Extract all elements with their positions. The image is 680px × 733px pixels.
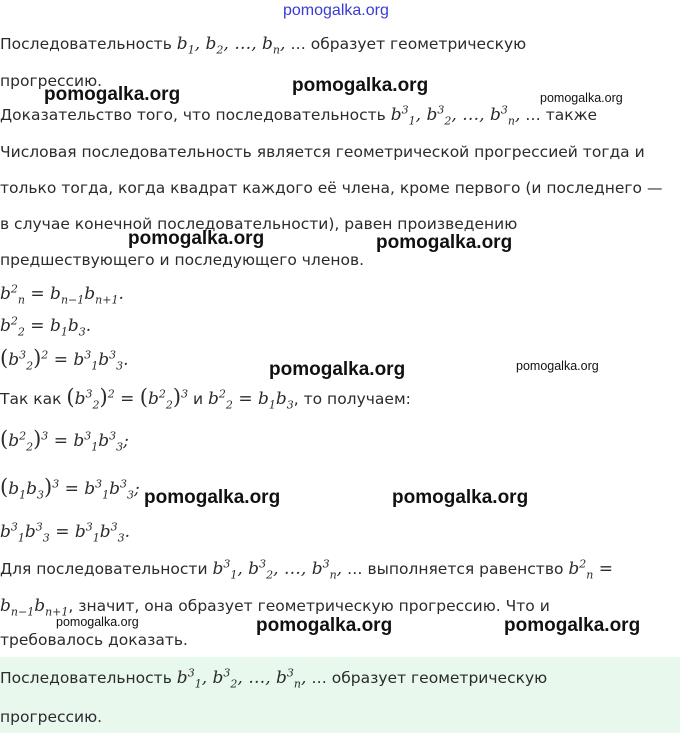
formula: $b^3_1b^3_3 = b^3_1b^3_3$. [0, 520, 131, 545]
conclusion-line: $b_{n-1}b_{n+1}$, значит, она образует геометрическую прогрессию. Что и [0, 596, 550, 619]
watermark: pomogalka.org [504, 615, 641, 636]
definition-line: Числовая последовательность является геометрической прогрессией тогда и [0, 143, 645, 161]
watermark: pomogalka.org [56, 615, 139, 629]
watermark: pomogalka.org [256, 615, 393, 636]
watermark: pomogalka.org [392, 487, 529, 508]
formula: $b^2_2 = b_1b_3$. [0, 314, 92, 339]
watermark: pomogalka.org [269, 359, 406, 380]
answer-line: Последовательность $b^3_1$, $b^3_2$, …, $b^3_n$, … образует геометрическую [0, 666, 548, 691]
watermark: pomogalka.org [144, 487, 281, 508]
watermark: pomogalka.org [128, 228, 265, 249]
proof-heading: Доказательство того, что последовательность $b^3_1$, $b^3_2$, …, $b^3_n$, … также [0, 103, 598, 128]
proof-line: Так как $(b^3_2)^2 = (b^2_2)^3$ и $b^2_2 = b_1b_3$, то получаем: [0, 385, 411, 412]
definition-line: предшествующего и последующего членов. [0, 251, 365, 269]
statement-line: Последовательность $b_1$, $b_2$, …, $b_n$, … образует геометрическую [0, 34, 527, 57]
definition-line: в случае конечной последовательности), равен произведению [0, 215, 518, 233]
sequence-formula: $b_1$, $b_2$, …, $b_n$, [176, 34, 286, 57]
formula: $(b^2_2)^3 = b^3_1b^3_3$; [0, 427, 129, 454]
conclusion-line: Для последовательности $b^3_1$, $b^3_2$, …, $b^3_n$, … выполняется равенство $b^2_n$ = [0, 557, 614, 582]
watermark: pomogalka.org [44, 84, 181, 105]
formula: $(b^3_2)^2 = b^3_1b^3_3$. [0, 346, 129, 373]
watermark: pomogalka.org [516, 359, 599, 373]
sequence-formula: $b^3_1$, $b^3_2$, …, $b^3_n$, [390, 103, 521, 128]
formula: $(b_1b_3)^3 = b^3_1b^3_3$; [0, 475, 140, 502]
answer-line: прогрессию. [0, 708, 103, 726]
definition-line: только тогда, когда квадрат каждого её члена, кроме первого (и последнего — [0, 179, 663, 197]
watermark: pomogalka.org [283, 2, 389, 19]
watermark: pomogalka.org [540, 91, 623, 105]
conclusion-line: требовалось доказать. [0, 631, 188, 649]
watermark: pomogalka.org [376, 232, 513, 253]
watermark: pomogalka.org [292, 75, 429, 96]
formula: $b^2_n = b_{n-1}b_{n+1}$. [0, 282, 124, 307]
statement-line: прогрессию. [0, 72, 103, 90]
